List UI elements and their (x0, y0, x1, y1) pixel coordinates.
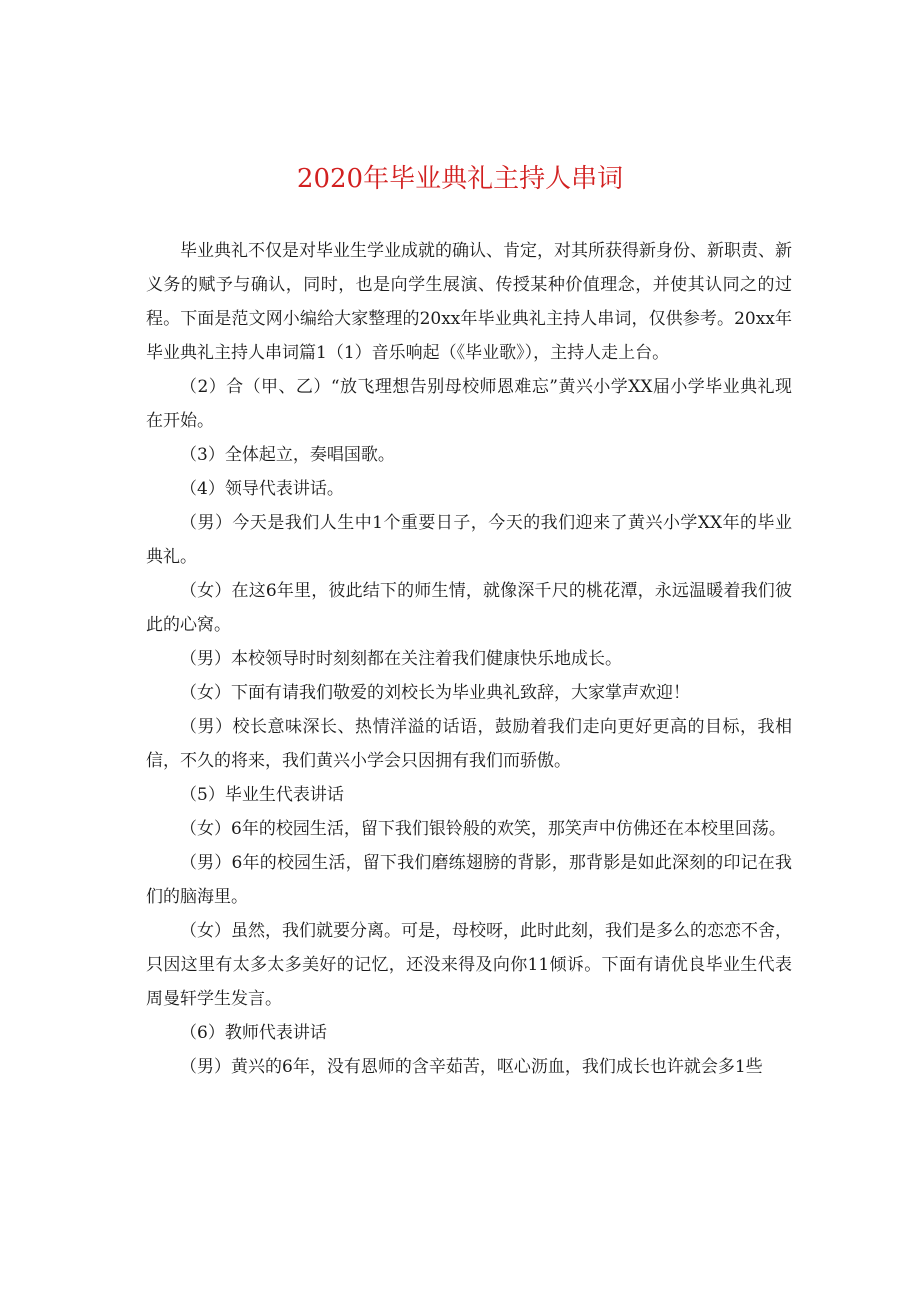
paragraph-male-5: （男）黄兴的6年，没有恩师的含辛茹苦，呕心沥血，我们成长也许就会多1些 (180, 1057, 763, 1077)
paragraph-male-2: （男）本校领导时时刻刻都在关注着我们健康快乐地成长。 (180, 649, 622, 669)
paragraph-teacher-speech: （6）教师代表讲话 (180, 1023, 327, 1043)
document-body (146, 234, 792, 1084)
paragraph-male-1: （男）今天是我们人生中1个重要日子，今天的我们迎来了黄兴小学XX年的毕业典礼。 (146, 513, 792, 567)
paragraph-male-3: （男）校长意味深长、热情洋溢的话语，鼓励着我们走向更好更高的目标，我相信，不久的将来，我们黄兴小学会只因拥有我们而骄傲。 (146, 717, 792, 771)
paragraph-female-2: （女）下面有请我们敬爱的刘校长为毕业典礼致辞，大家掌声欢迎！ (180, 683, 690, 703)
paragraph-graduate-speech: （5）毕业生代表讲话 (180, 785, 344, 805)
paragraph-leader-speech: （4）领导代表讲话。 (180, 479, 344, 499)
paragraph-intro: 毕业典礼不仅是对毕业生学业成就的确认、肯定，对其所获得新身份、新职责、新义务的赋予与确认，同时，也是向学生展演、传授某种价值理念，并使其认同之的过程。下面是范文网小编给大家整理的20xx年毕业典礼主持人串词，仅供参考。20xx年毕业典礼主持人串词篇1（1）音乐响起（《毕业歌》），主持人走上台。 (146, 241, 792, 363)
paragraph-anthem: （3）全体起立，奏唱国歌。 (180, 445, 395, 465)
document-title: 2020年毕业典礼主持人串词 (296, 164, 624, 194)
paragraph-male-4: （男）6年的校园生活，留下我们磨练翅膀的背影，那背影是如此深刻的印记在我们的脑海里。 (146, 853, 792, 907)
paragraph-female-3: （女）6年的校园生活，留下我们银铃般的欢笑，那笑声中仿佛还在本校里回荡。 (180, 819, 786, 839)
paragraph-female-1: （女）在这6年里，彼此结下的师生情，就像深千尺的桃花潭，永远温暖着我们彼此的心窝。 (146, 581, 792, 635)
paragraph-opening: （2）合（甲、乙）“放飞理想告别母校师恩难忘”黄兴小学XX届小学毕业典礼现在开始。 (146, 377, 792, 431)
paragraph-female-4: （女）虽然，我们就要分离。可是，母校呀，此时此刻，我们是多么的恋恋不舍，只因这里有太多太多美好的记忆，还没来得及向你11倾诉。下面有请优良毕业生代表周曼轩学生发言。 (146, 921, 792, 1009)
